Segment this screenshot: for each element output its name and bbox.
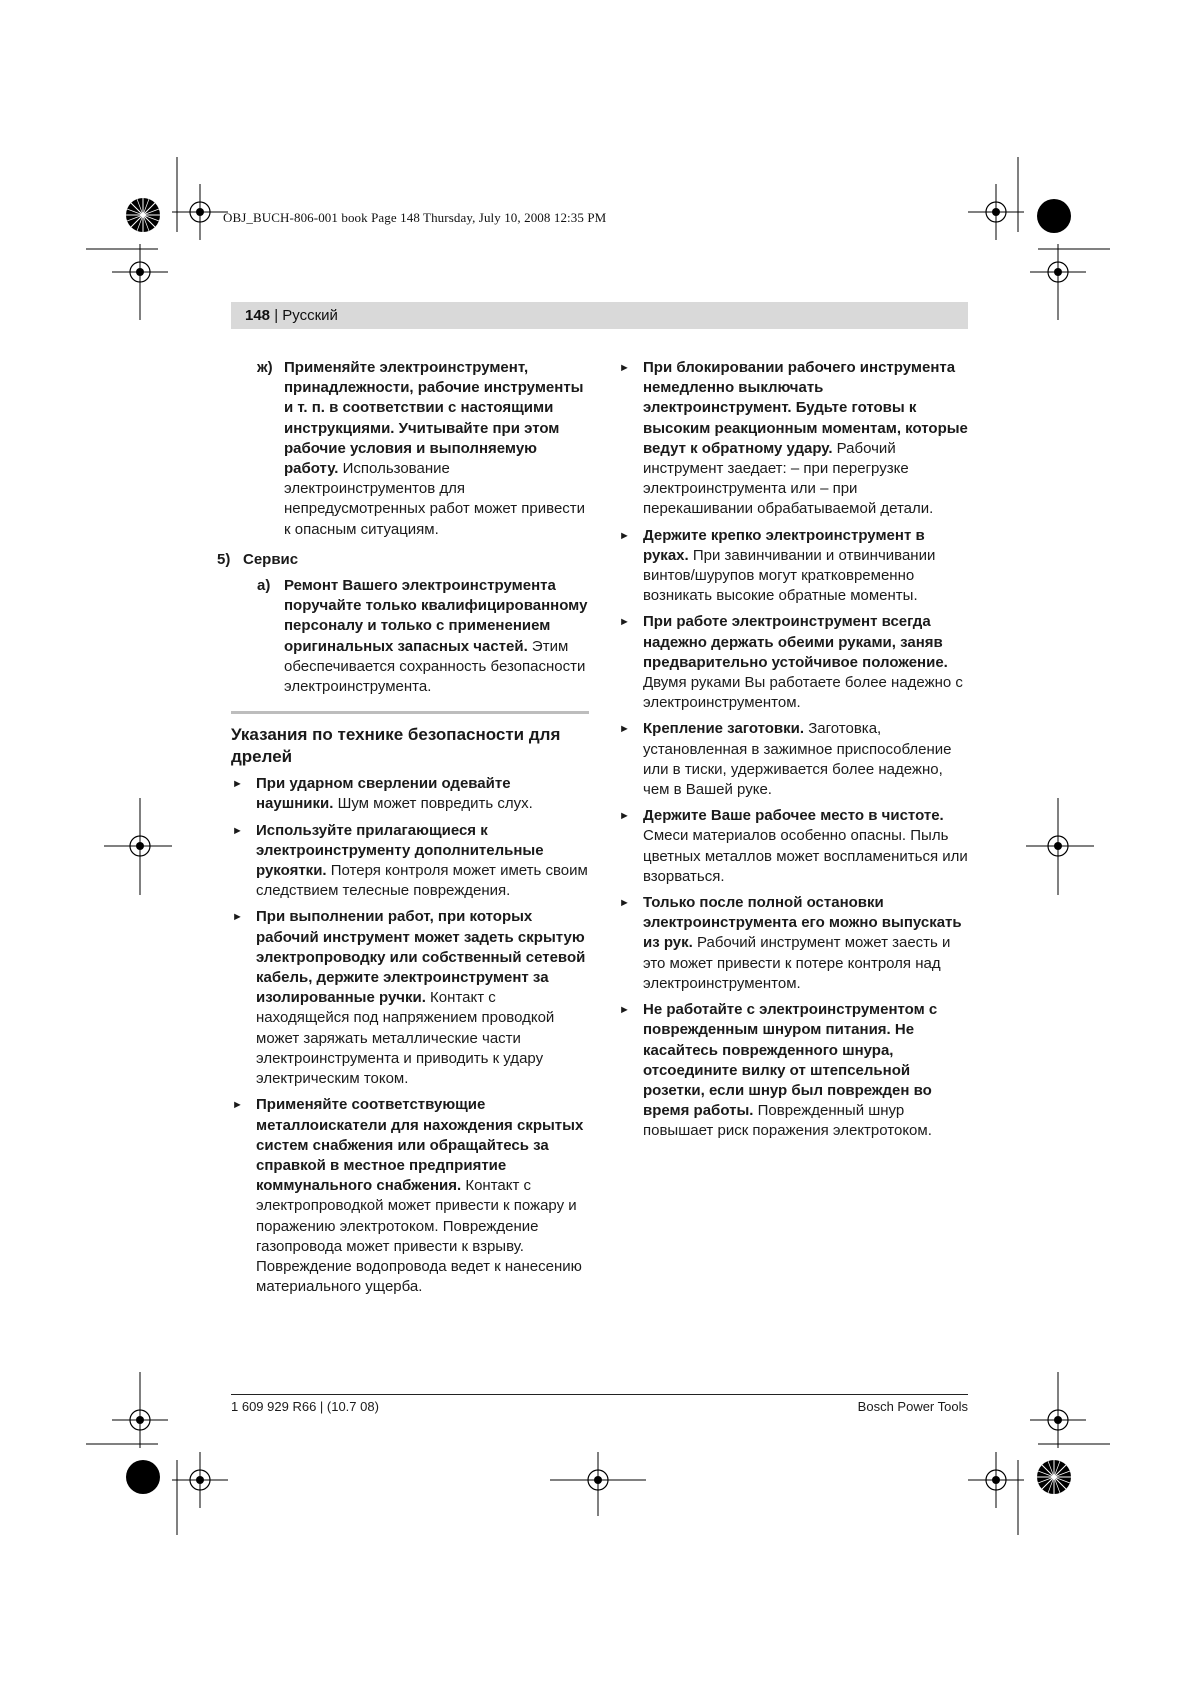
list-item-text: Контакт с электропроводкой может привести к пожару и поражению электротоком. Повреждение газопровода может привести к взрыву. Повреждение водопровода ведет к нанесению материального ущерба. (256, 1177, 582, 1296)
list-item (618, 526, 968, 607)
list-item-bold: Не работайте с электроинструментом с поврежденным шнуром питания. Не касайтесь поврежденного шнура, отсоедините вилку от штепсельной розетки, если шнур был поврежден во время работы. (643, 1001, 938, 1120)
bullet-arrow-icon: ► (619, 362, 630, 374)
list-item-text: Поврежденный шнур повышает риск поражения электротоком. (643, 1102, 932, 1140)
instruction-zh (257, 358, 589, 540)
crosshair-icon (968, 1452, 1024, 1508)
list-item-text: Рабочий инструмент заедает: – при перегрузке электроинструмента или – при перекашивании обрабатываемой детали. (643, 439, 934, 518)
bullet-arrow-icon: ► (619, 897, 630, 910)
bullet-arrow-icon: ► (619, 723, 630, 736)
list-item (231, 1095, 589, 1297)
footer-brand: Bosch Power Tools (857, 1399, 968, 1414)
list-item (618, 612, 968, 713)
list-item (618, 893, 968, 994)
solid-target-icon (1037, 199, 1071, 233)
right-column (618, 358, 968, 1148)
list-item-bold: Держите Ваше рабочее место в чистоте. (643, 807, 944, 825)
instruction-a (257, 576, 589, 697)
list-item (231, 774, 589, 814)
item-marker: а) (257, 577, 271, 595)
instruction-bold: Применяйте электроинструмент, принадлежности, рабочие инструменты и т. п. в соответствии с настоящими инструкциями. Учитывайте при этом рабочие условия и выполняемую работу. (284, 359, 584, 478)
bullet-arrow-icon: ► (232, 911, 243, 924)
list-item-bold: При выполнении работ, при которых рабочий инструмент может задеть скрытую электропроводку или собственный сетевой кабель, держите электроинструмент за изолированные ручки. (256, 908, 586, 1007)
list-item-bold: При ударном сверлении одевайте наушники. (256, 775, 511, 813)
list-item (618, 1000, 968, 1141)
bullet-arrow-icon: ► (619, 810, 630, 823)
header-separator: | (270, 307, 283, 324)
header-language: Русский (282, 307, 338, 324)
bullet-arrow-icon: ► (232, 778, 243, 791)
list-item-text: Потеря контроля может иметь своим следствием телесные повреждения. (256, 862, 588, 900)
list-item-text: Двумя руками Вы работаете более надежно с электроинструментом. (643, 674, 963, 712)
list-item (618, 806, 968, 887)
section-divider (231, 711, 589, 714)
list-item-text: Контакт с находящейся под напряжением проводкой может заряжать металлические части электроинструмента и приводить к удару электрическим током. (256, 989, 555, 1088)
footer-document-code: 1 609 929 R66 | (10.7 08) (231, 1399, 379, 1414)
list-item (231, 907, 589, 1089)
list-item-text: Заготовка, установленная в зажимное приспособление или в тиски, удерживается более надежно, чем в Вашей руке. (643, 720, 952, 799)
list-item-text: Шум может повредить слух. (333, 795, 533, 813)
item-marker: ж) (257, 359, 273, 376)
print-slug: OBJ_BUCH-806-001 book Page 148 Thursday, July 10, 2008 12:35 PM (223, 210, 607, 225)
left-column (217, 358, 589, 1303)
star-target-icon (126, 198, 160, 232)
list-item (618, 358, 968, 520)
bullet-arrow-icon: ► (232, 824, 243, 837)
section-marker: 5) (217, 550, 231, 568)
star-target-icon (1037, 1460, 1071, 1494)
list-item-text: Рабочий инструмент может заесть и это может привести к потере контроля над электроинструментом. (643, 934, 951, 992)
page-header (231, 302, 968, 329)
list-item (231, 821, 589, 902)
list-item-bold: Крепление заготовки. (643, 720, 805, 738)
bullet-arrow-icon: ► (232, 1099, 243, 1112)
list-item (618, 719, 968, 800)
section-5-heading (217, 550, 589, 570)
page-number: 148 (245, 307, 271, 324)
list-item-bold: При блокировании рабочего инструмента немедленно выключать электроинструмент. Будьте готовы к высоким реакционным моментам, которые ведут к обратному удару. (643, 359, 968, 457)
list-item-bold: Только после полной остановки электроинструмента его можно выпускать из рук. (643, 894, 962, 952)
section-title: Сервис (243, 550, 299, 568)
instruction-text: Этим обеспечивается сохранность безопасности электроинструмента. (284, 637, 586, 696)
instruction-text: Использование электроинструментов для непредусмотренных работ может привести к опасным ситуациям. (284, 460, 586, 538)
crosshair-icon (172, 1452, 228, 1508)
list-item-text: При завинчивании и отвинчивании винтов/шурупов могут кратковременно возникать высокие обратные моменты. (643, 546, 936, 605)
footer-divider (231, 1394, 968, 1395)
solid-target-icon (126, 1460, 160, 1494)
bullet-arrow-icon: ► (619, 529, 630, 542)
list-item-text: Смеси материалов особенно опасны. Пыль цветных металлов может воспламениться или взорваться. (643, 827, 968, 885)
list-item-bold: Применяйте соответствующие металлоискатели для нахождения скрытых систем снабжения или обращайтесь за справкой в местное предприятие коммунального снабжения. (256, 1096, 584, 1195)
list-item-bold: Используйте прилагающиеся к электроинструменту дополнительные рукоятки. (256, 821, 544, 880)
bullet-arrow-icon: ► (619, 616, 630, 629)
crosshair-icon (968, 184, 1024, 240)
instruction-bold: Ремонт Вашего электроинструмента поручайте только квалифицированному персоналу и только с применением оригинальных запасных частей. (284, 577, 588, 655)
crosshair-icon (172, 184, 228, 240)
list-item-bold: При работе электроинструмент всегда надежно держать обеими руками, заняв предварительно устойчивое положение. (643, 613, 948, 671)
bullet-arrow-icon: ► (619, 1004, 630, 1017)
safety-section-title: Указания по технике безопасности для дрелей (231, 725, 561, 767)
list-item-bold: Держите крепко электроинструмент в руках. (643, 526, 925, 564)
